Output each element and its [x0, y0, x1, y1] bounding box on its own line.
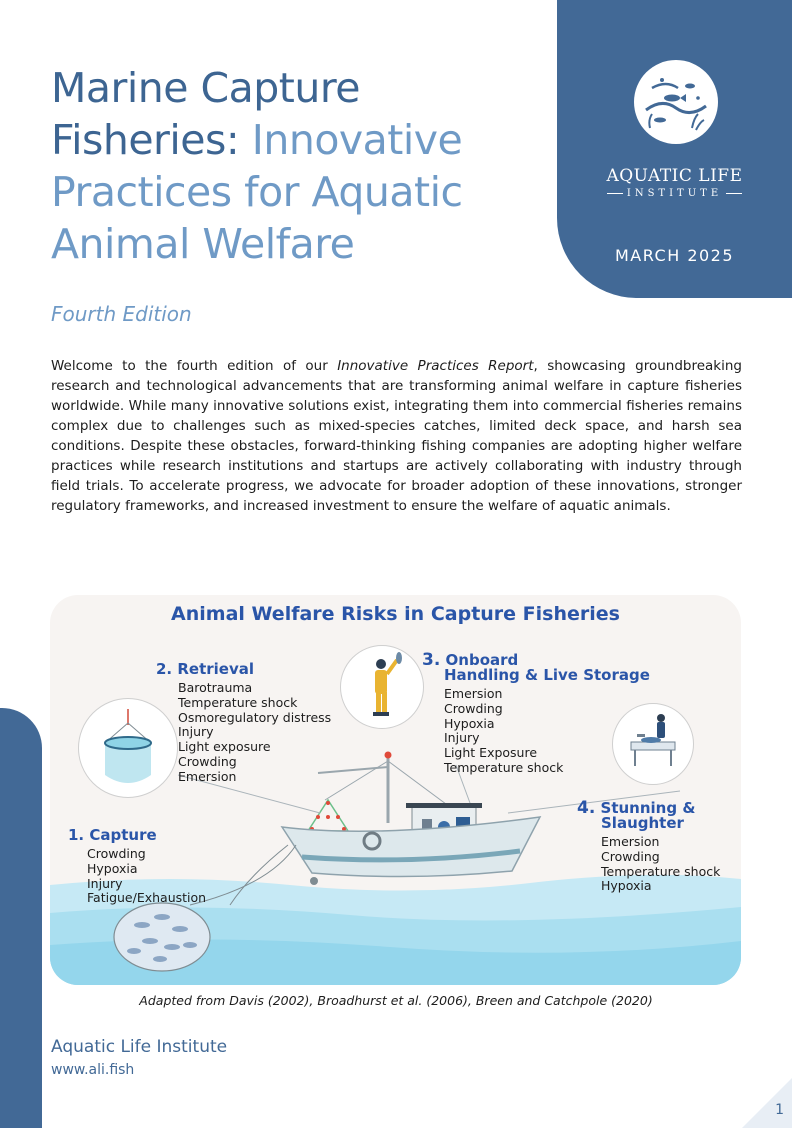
fish-globe-logo-icon [632, 58, 720, 146]
risk-item: Temperature shock [601, 863, 721, 879]
report-name: Innovative Practices Report [337, 358, 534, 374]
stage-retrieval [156, 662, 331, 785]
risk-item: Crowding [601, 848, 660, 864]
risk-item: Emersion [178, 768, 237, 784]
risk-item: Crowding [87, 846, 146, 861]
risk-list [444, 687, 650, 776]
risk-item: Fatigue/Exhaustion [87, 890, 207, 906]
report-date: MARCH 2025 [614, 246, 735, 265]
stage-capture [68, 828, 206, 906]
footer-website-link[interactable]: www.ali.fish [51, 1062, 135, 1078]
risk-item: Injury [444, 730, 480, 746]
stage-onboard-handling [422, 650, 650, 776]
risk-list [87, 847, 206, 906]
title-part-dark: Marine Capture Fisheries: [51, 64, 361, 164]
risk-item: Temperature shock [444, 759, 564, 775]
fisher-worker-icon [340, 645, 424, 729]
intro-paragraph: Welcome to the fourth edition of our Innovative Practices Report, showcasing groundbreaking research and technological advancements that are transforming animal welfare in capture fisheries worldwide. While many innovative solutions exist, integrating them into commercial fisheries remains complex due to challenges such as mixed-species catches, limited deck space, and harsh sea conditions. Despite these obstacles, forward-thinking fishing companies are adopting higher welfare practices while research institutions and startups are actively collaborating with industry through field trials. To accelerate progress, we advocate for broader adoption of these innovations, stronger regulatory frameworks, and increased investment to ensure the welfare of aquatic animals. [51, 358, 742, 514]
risk-item: Emersion [444, 686, 503, 701]
risk-item: Crowding [444, 700, 503, 716]
stage-name-line2: Slaughter [601, 814, 684, 832]
risk-list [601, 835, 720, 894]
risk-item: Temperature shock [178, 694, 298, 710]
brand-panel [557, 0, 792, 298]
stage-number: 2. [156, 660, 173, 678]
page-number: 1 [775, 1102, 784, 1118]
stage-stunning-slaughter [577, 798, 721, 894]
risk-item: Crowding [178, 753, 237, 769]
logo-subtitle: INSTITUTE [557, 188, 792, 199]
stage-name-line1: Stunning & [600, 799, 696, 817]
title-part-light: Innovative Practices for Aquatic Animal Welfare [51, 116, 463, 268]
stage-number: 1. [68, 826, 85, 844]
footer-organization: Aquatic Life Institute [51, 1037, 228, 1057]
risk-item: Injury [178, 724, 214, 740]
infographic-title: Animal Welfare Risks in Capture Fisheries [171, 603, 620, 625]
risk-item: Emersion [601, 834, 660, 849]
risk-item: Hypoxia [87, 860, 138, 876]
risk-item: Osmoregulatory distress [178, 709, 332, 725]
risk-item: Light exposure [178, 739, 271, 755]
risk-item: Hypoxia [444, 715, 495, 731]
edition-label: Fourth Edition [51, 302, 192, 326]
risk-item: Light Exposure [444, 745, 538, 761]
risk-item: Barotrauma [178, 680, 253, 695]
risk-item: Injury [87, 875, 123, 891]
logo-name: AQUATIC LIFE [606, 166, 743, 186]
page-corner-decoration [742, 1078, 792, 1128]
stage-name-line1: Onboard [445, 651, 519, 669]
risk-list [178, 681, 331, 785]
figure-caption: Adapted from Davis (2002), Broadhurst et al. (2006), Breen and Catchpole (2020) [139, 993, 653, 1008]
stage-name-line2: Handling & Live Storage [444, 666, 650, 684]
page-title [51, 62, 551, 270]
stage-name: Capture [89, 826, 157, 844]
welfare-risk-infographic [50, 595, 741, 985]
stage-name: Retrieval [177, 660, 255, 678]
stage-number: 3. [422, 650, 441, 670]
left-side-tab [0, 708, 42, 1128]
stage-number: 4. [577, 798, 596, 818]
risk-item: Hypoxia [601, 878, 652, 894]
